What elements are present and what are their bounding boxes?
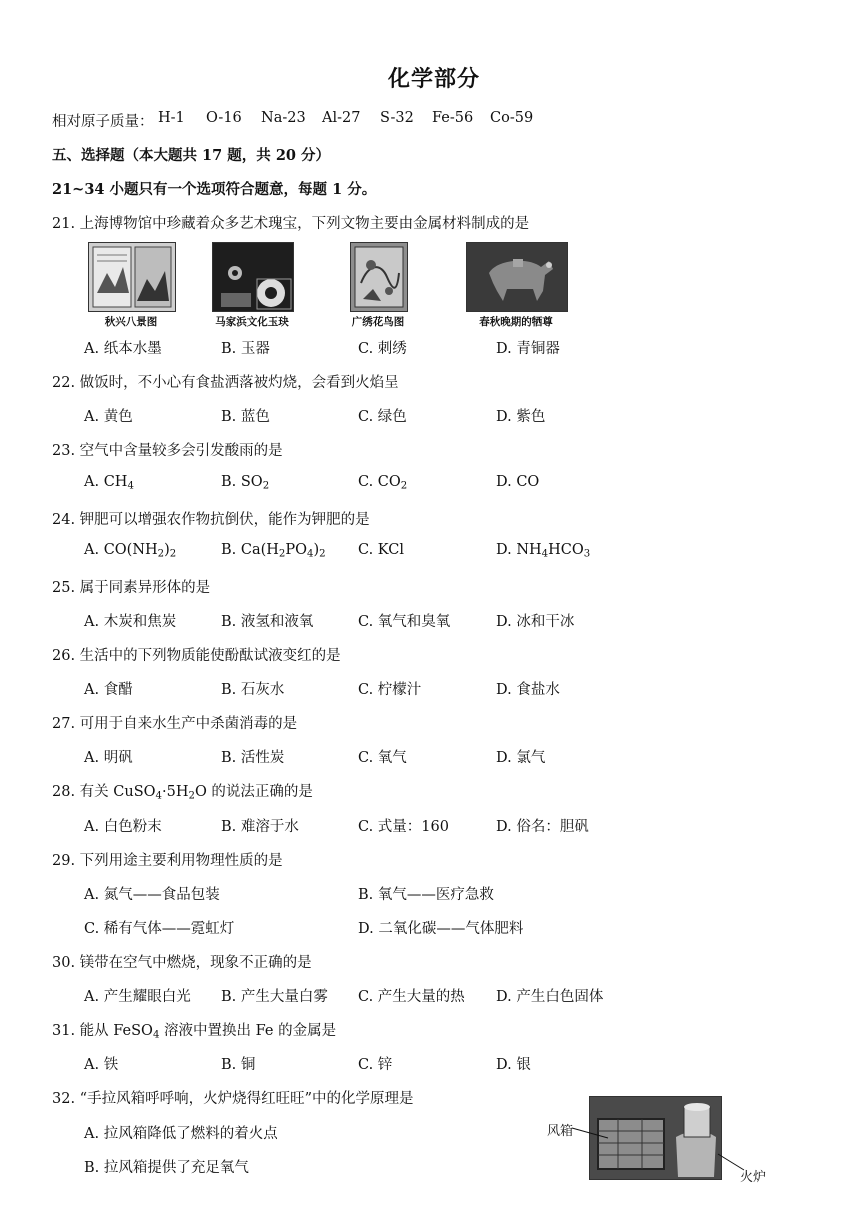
q26-option-c: C. 柠檬汁 — [358, 682, 422, 698]
q29-stem: 29. 下列用途主要利用物理性质的是 — [52, 853, 283, 869]
atomic-mass-o: O-16 — [206, 110, 242, 126]
jade-image — [212, 242, 294, 312]
q23-stem: 23. 空气中含量较多会引发酸雨的是 — [52, 443, 283, 459]
image-caption: 秋兴八景图 — [104, 316, 158, 328]
q32-stem: 32. “手拉风箱呼呼响，火炉烧得红旺旺”中的化学原理是 — [52, 1091, 414, 1107]
q31-option-a: A. 铁 — [84, 1057, 119, 1073]
q25-option-b: B. 液氢和液氧 — [221, 614, 314, 630]
q25-option-d: D. 冰和干冰 — [496, 614, 575, 630]
q22-option-c: C. 绿色 — [358, 409, 407, 425]
q28-stem: 28. 有关 $CuSO_4\cdot 5H_2O$ 的说法正确的是 — [52, 784, 313, 802]
q28-option-b: B. 难溶于水 — [221, 819, 299, 835]
q31-option-d: D. 银 — [496, 1057, 531, 1073]
q25-option-a: A. 木炭和焦炭 — [84, 614, 177, 630]
q24-option-c: C. KCl — [358, 542, 404, 558]
atomic-mass-s: S-32 — [380, 110, 414, 126]
q24-option-a: A. $CO(NH_2)_2$ — [84, 542, 177, 560]
q30-option-d: D. 产生白色固体 — [496, 989, 604, 1005]
q23-option-a: A. $CH_4$ — [84, 474, 134, 492]
q30-option-a: A. 产生耀眼白光 — [84, 989, 191, 1005]
q25-option-c: C. 氧气和臭氧 — [358, 614, 451, 630]
q29-option-b: B. 氧气——医疗急救 — [358, 887, 494, 903]
painting-image — [88, 242, 176, 312]
q30-option-b: B. 产生大量白雾 — [221, 989, 328, 1005]
q22-option-a: A. 黄色 — [84, 409, 133, 425]
q32-option-a: A. 拉风箱降低了燃料的着火点 — [84, 1126, 278, 1142]
page-title: 化学部分 — [387, 66, 480, 92]
bellows-label: 风箱 — [547, 1124, 574, 1139]
section-instruction: 21~34 小题只有一个选项符合题意，每题 1 分。 — [52, 181, 377, 198]
atomic-mass-co: Co-59 — [490, 110, 534, 126]
atomic-mass-h: H-1 — [158, 110, 185, 126]
q21-option-d: D. 青铜器 — [496, 341, 560, 357]
q26-option-a: A. 食醋 — [84, 682, 133, 698]
q28-option-d: D. 俗名：胆矾 — [496, 819, 589, 835]
q26-option-d: D. 食盐水 — [496, 682, 560, 698]
q27-stem: 27. 可用于自来水生产中杀菌消毒的是 — [52, 716, 298, 732]
atomic-mass-na: Na-23 — [261, 110, 306, 126]
q30-option-c: C. 产生大量的热 — [358, 989, 465, 1005]
q27-option-c: C. 氧气 — [358, 750, 407, 766]
q29-option-c: C. 稀有气体——霓虹灯 — [84, 921, 235, 937]
q23-option-d: D. CO — [496, 474, 540, 490]
atomic-mass-label: 相对原子质量： — [52, 114, 154, 130]
q26-stem: 26. 生活中的下列物质能使酚酞试液变红的是 — [52, 648, 341, 664]
q27-option-a: A. 明矾 — [84, 750, 133, 766]
q24-option-b: B. $Ca(H_2PO_4)_2$ — [221, 542, 326, 560]
q29-option-d: D. 二氧化碳——气体肥料 — [358, 921, 524, 937]
q22-option-b: B. 蓝色 — [221, 409, 270, 425]
q26-option-b: B. 石灰水 — [221, 682, 285, 698]
q22-option-d: D. 紫色 — [496, 409, 546, 425]
q30-stem: 30. 镁带在空气中燃烧，现象不正确的是 — [52, 955, 312, 971]
bellows-pointer — [570, 1120, 610, 1140]
q22-stem: 22. 做饭时，不小心有食盐洒落被灼烧，会看到火焰呈 — [52, 375, 399, 391]
q28-option-c: C. 式量：160 — [358, 819, 449, 835]
q25-stem: 25. 属于同素异形体的是 — [52, 580, 211, 596]
q23-option-c: C. $CO_2$ — [358, 474, 408, 492]
atomic-mass-fe: Fe-56 — [432, 110, 474, 126]
atomic-mass-al: Al-27 — [322, 110, 361, 126]
q21-option-a: A. 纸本水墨 — [84, 341, 162, 357]
image-caption: 广绣花鸟图 — [351, 316, 405, 328]
q28-option-a: A. 白色粉末 — [84, 819, 162, 835]
q21-stem: 21. 上海博物馆中珍藏着众多艺术瑰宝，下列文物主要由金属材料制成的是 — [52, 216, 530, 232]
q31-stem: 31. 能从 FeSO$_4$ 溶液中置换出 Fe 的金属是 — [52, 1023, 337, 1041]
q21-option-c: C. 刺绣 — [358, 341, 407, 357]
image-caption: 春秋晚期的牺尊 — [479, 316, 553, 328]
q27-option-b: B. 活性炭 — [221, 750, 285, 766]
q24-stem: 24. 钾肥可以增强农作物抗倒伏，能作为钾肥的是 — [52, 512, 370, 528]
image-caption: 马家浜文化玉玦 — [215, 316, 289, 328]
q32-option-b: B. 拉风箱提供了充足氧气 — [84, 1160, 249, 1176]
section-heading: 五、选择题（本大题共 17 题，共 20 分） — [52, 147, 331, 164]
q24-option-d: D. $NH_4HCO_3$ — [496, 542, 591, 560]
q21-option-b: B. 玉器 — [221, 341, 270, 357]
bronze-vessel-image — [466, 242, 568, 312]
embroidery-image — [350, 242, 408, 312]
q29-option-a: A. 氮气——食品包装 — [84, 887, 220, 903]
q31-option-b: B. 铜 — [221, 1057, 256, 1073]
q27-option-d: D. 氯气 — [496, 750, 546, 766]
q31-option-c: C. 锌 — [358, 1057, 393, 1073]
q23-option-b: B. $SO_2$ — [221, 474, 270, 492]
furnace-label: 火炉 — [740, 1170, 767, 1185]
